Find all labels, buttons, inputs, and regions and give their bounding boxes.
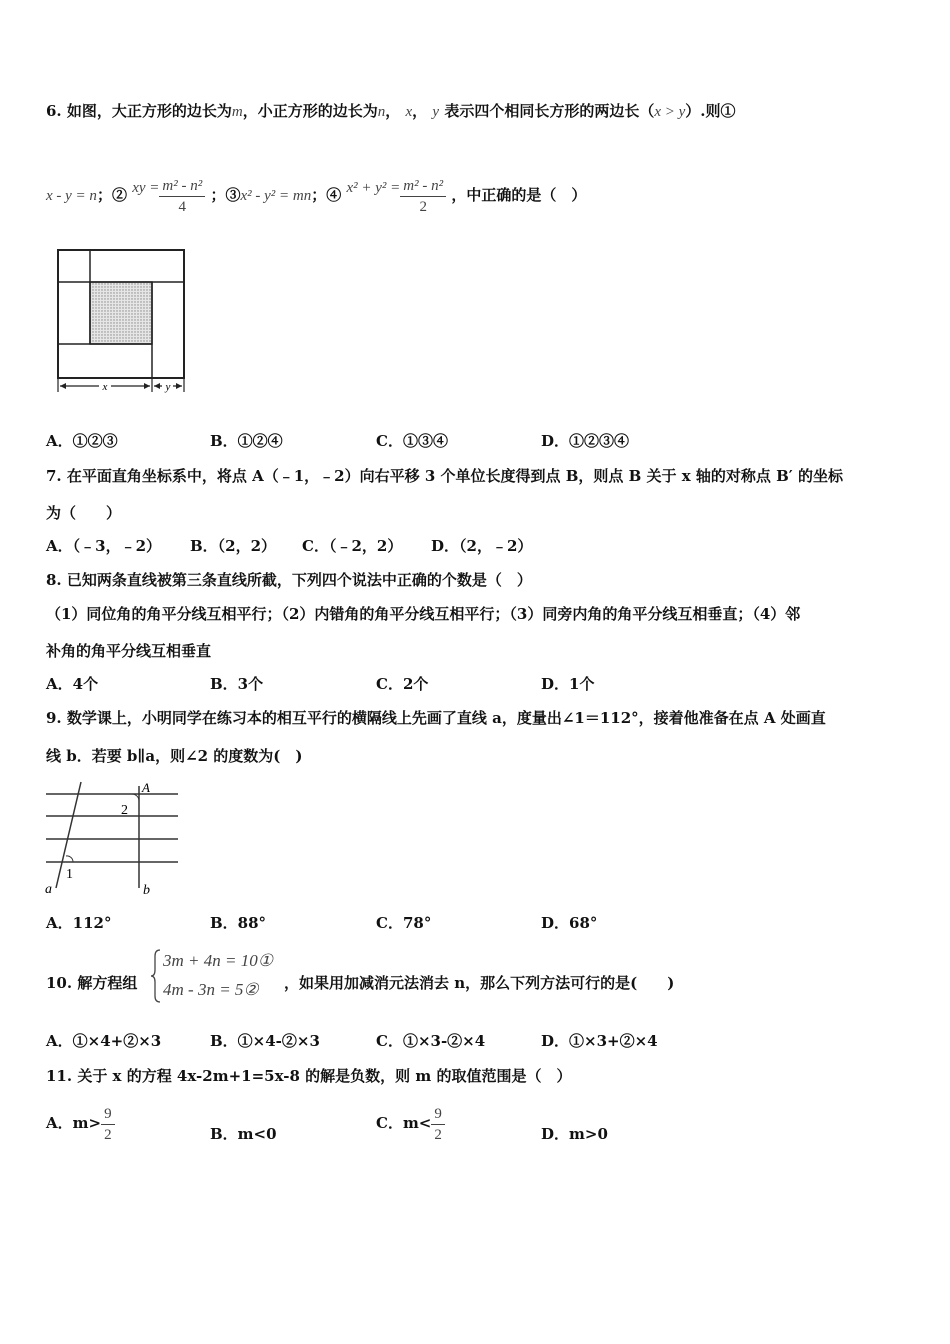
q6-option-a[interactable]: A．①②③: [46, 432, 118, 450]
q6-option-b[interactable]: B．①②④: [210, 432, 283, 450]
sep: ，: [385, 102, 401, 120]
q10-option-b[interactable]: B．①×4-②×3: [210, 1032, 320, 1050]
q8-line2: （1）同位角的角平分线互相平行；（2）内错角的角平分线互相平行；（3）同旁内角的角平分线互相垂直；（4）邻: [46, 605, 801, 623]
var-m: m: [231, 104, 243, 120]
q11-option-a-label: A．m>: [46, 1114, 102, 1132]
sep: ；③: [210, 186, 241, 204]
q6-option-d[interactable]: D．①②③④: [541, 432, 630, 450]
q10-equation-1: 3m + 4n = 10①: [163, 951, 273, 970]
q10-option-a[interactable]: A．①×4+②×3: [46, 1032, 162, 1050]
q6-text: 6. 如图，大正方形的边长为: [46, 102, 232, 120]
q6-line2-end: ，中正确的是（ ）: [451, 186, 587, 204]
q11-option-c-label: C．m<: [376, 1114, 432, 1132]
q8-option-d[interactable]: D．1个: [541, 675, 595, 693]
q10-suffix: ，如果用加减消元法消去 n，那么下列方法可行的是( ): [284, 974, 675, 992]
q11-option-d[interactable]: D．m>0: [541, 1125, 608, 1143]
fig-label-y: y: [165, 381, 171, 393]
q10-equation-2: 4m - 3n = 5②: [163, 980, 259, 999]
q11-option-c[interactable]: [376, 1101, 445, 1145]
q6-text-mid: ，小正方形的边长为: [242, 102, 378, 120]
q7-option-c[interactable]: C．（﹣2，2）: [302, 537, 403, 555]
q6-line2: [46, 168, 587, 215]
q6-option-c[interactable]: C．①③④: [376, 432, 448, 450]
condition: x > y: [654, 104, 686, 120]
frac-numerator: m² - n²: [159, 176, 205, 197]
q6-square-figure: [50, 244, 195, 399]
frac-denominator: 2: [104, 1126, 112, 1143]
q11-line1: 11. 关于 x 的方程 4x-2m+1=5x-8 的解是负数，则 m 的取值范围是（ ）: [46, 1067, 572, 1085]
q7-option-a[interactable]: A．（﹣3，﹣2）: [46, 537, 162, 555]
sep: ；②: [96, 186, 127, 204]
q11-option-b[interactable]: B．m<0: [210, 1125, 277, 1143]
q9-option-c[interactable]: C．78°: [376, 914, 432, 932]
q7-line1: 7. 在平面直角坐标系中，将点 A（﹣1，﹣2）向右平移 3 个单位长度得到点 B，则点 B 关于 x 轴的对称点 B′ 的坐标: [46, 467, 843, 485]
q8-line1: 8. 已知两条直线被第三条直线所截，下列四个说法中正确的个数是（ ）: [46, 571, 532, 589]
fraction-nine-halves: [101, 1104, 115, 1145]
q8-option-b[interactable]: B．3个: [210, 675, 264, 693]
q7-line2: 为（ ）: [46, 504, 122, 522]
q8-option-c[interactable]: C．2个: [376, 675, 429, 693]
frac-denominator: 2: [434, 1126, 442, 1143]
statement-1: x - y = n: [46, 188, 97, 204]
fraction-4: [400, 176, 446, 217]
sep: ；④: [311, 186, 342, 204]
q9-line1: 9. 数学课上，小明同学在练习本的相互平行的横隔线上先画了直线 a，度量出∠1＝112°，接着他准备在点 A 处画直: [46, 709, 826, 727]
fraction-nine-halves: [431, 1104, 445, 1145]
q8-line3: 补角的角平分线互相垂直: [46, 642, 212, 660]
q10-option-d[interactable]: D．①×3+②×4: [541, 1032, 658, 1050]
frac-denominator: 4: [178, 198, 187, 215]
var-x: x: [405, 104, 413, 120]
fraction-2: [159, 176, 205, 217]
q6-text-end: ）.则①: [685, 102, 736, 120]
fig-label-a: a: [45, 882, 52, 897]
fig-label-b: b: [143, 883, 150, 898]
fig-label-angle-1: 1: [66, 867, 73, 882]
fig-label-angle-2: 2: [121, 803, 128, 818]
statement-2-left: xy =: [132, 180, 160, 196]
frac-numerator: 9: [431, 1104, 445, 1125]
q10-prefix: 10. 解方程组: [46, 974, 138, 992]
q9-line2: 线 b．若要 b∥a，则∠2 的度数为( ): [46, 747, 303, 765]
var-n: n: [377, 104, 386, 120]
statement-4-left: x² + y² =: [346, 180, 401, 196]
frac-numerator: m² - n²: [400, 176, 446, 197]
var-y: y: [432, 104, 440, 120]
frac-denominator: 2: [419, 198, 427, 215]
q6-text-mid2: 表示四个相同长方形的两边长（: [444, 102, 655, 120]
q9-option-b[interactable]: B．88°: [210, 914, 267, 932]
sep: ，: [412, 102, 428, 120]
statement-3: x² - y² = mn: [240, 188, 312, 204]
fig-label-x: x: [102, 381, 108, 393]
q10-brace: [150, 948, 162, 1004]
q6-line1: [46, 101, 736, 122]
q9-parallel-lines-figure: [44, 778, 184, 902]
q8-option-a[interactable]: A．4个: [46, 675, 99, 693]
frac-numerator: 9: [101, 1104, 115, 1125]
q9-option-a[interactable]: A．112°: [46, 914, 112, 932]
q9-option-d[interactable]: D．68°: [541, 914, 598, 932]
q7-option-b[interactable]: B．（2，2）: [190, 537, 277, 555]
fig-label-A: A: [142, 780, 150, 795]
q11-option-a[interactable]: [46, 1101, 115, 1145]
q7-option-d[interactable]: D．（2，﹣2）: [431, 537, 533, 555]
q10-option-c[interactable]: C．①×3-②×4: [376, 1032, 486, 1050]
